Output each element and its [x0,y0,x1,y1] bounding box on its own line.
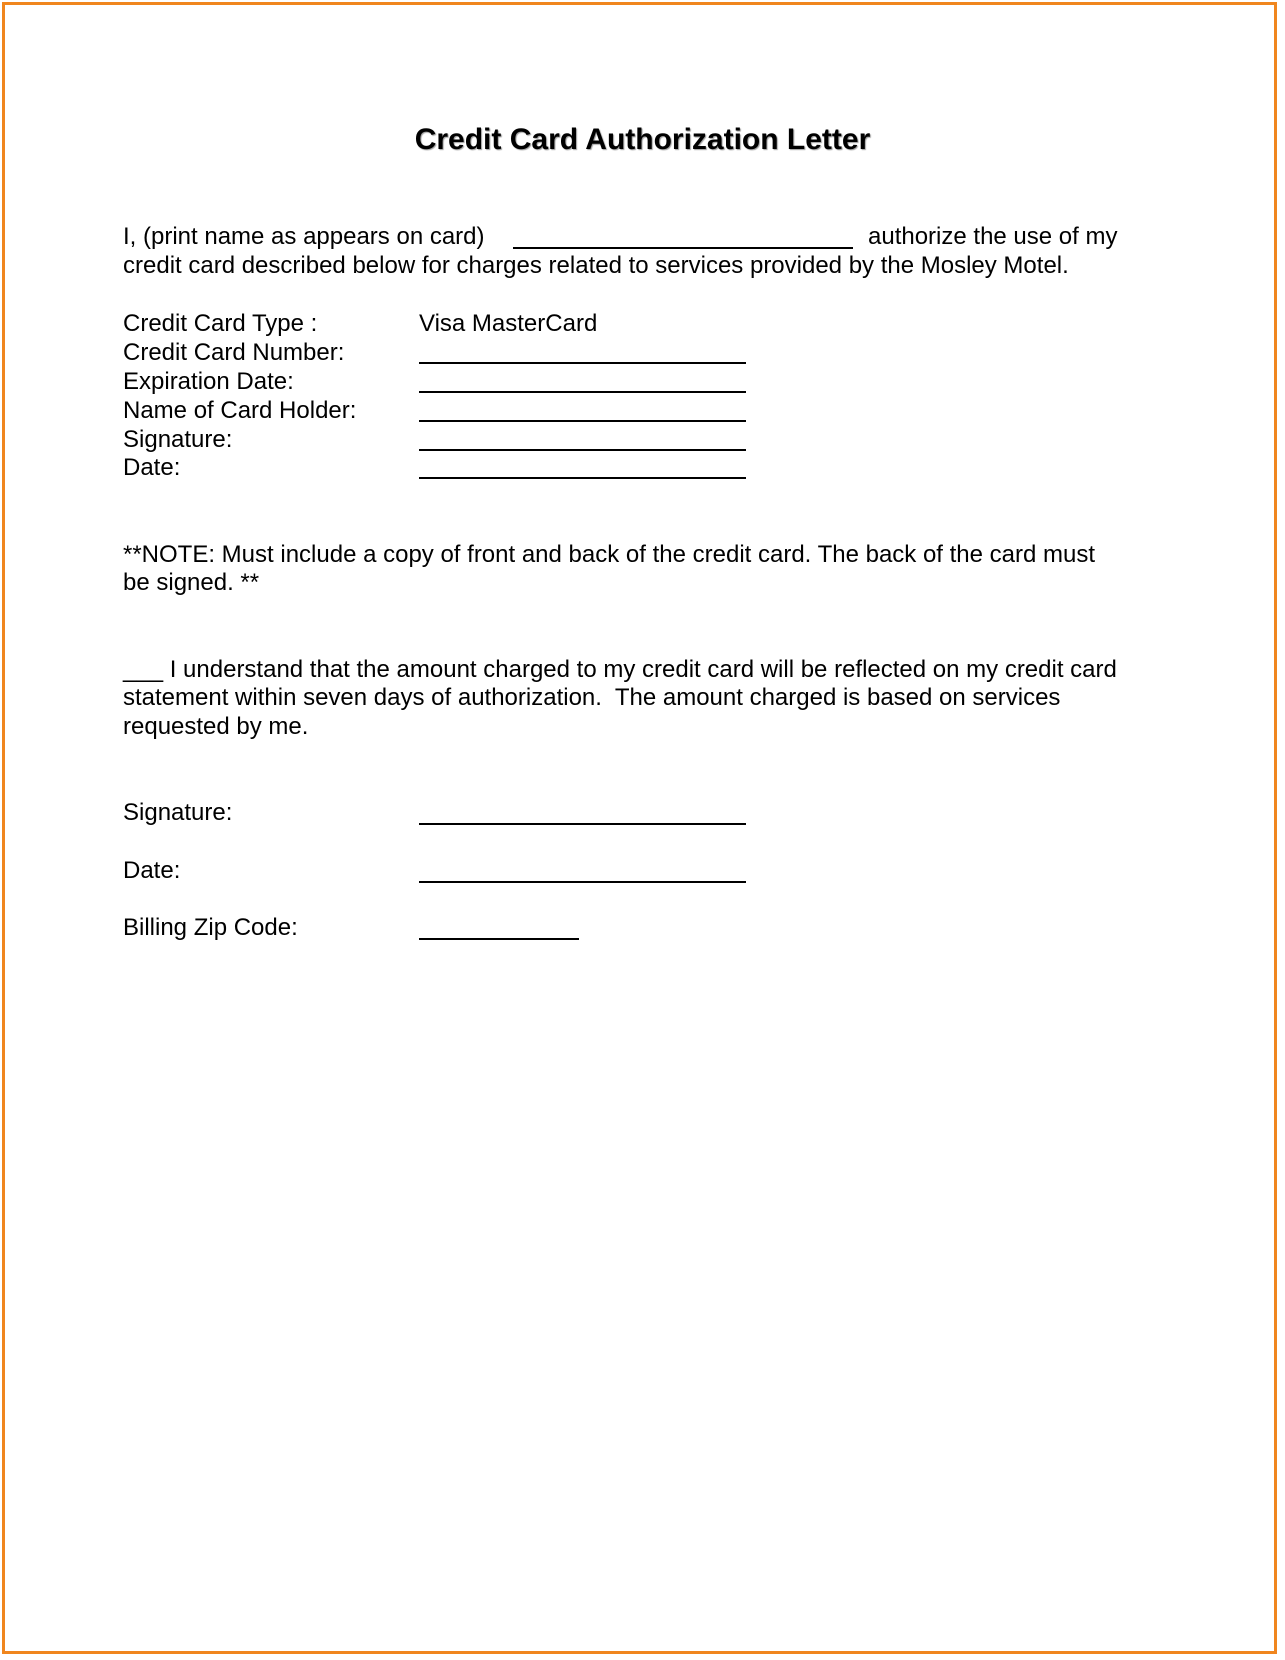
note-line-1: **NOTE: Must include a copy of front and back of the credit card. The back of the card must [123,541,1096,568]
billing-zip-label: Billing Zip Code: [123,914,298,941]
card-type-label: Credit Card Type : [123,310,318,337]
understand-line-1: ___ I understand that the amount charged to my credit card will be reflected on my credit card [123,656,1117,683]
expiration-date-field[interactable] [419,391,746,393]
card-signature-field[interactable] [419,449,746,451]
date-label: Date: [123,857,181,884]
intro-suffix: authorize the use of my [868,223,1118,250]
signature-field[interactable] [419,823,746,825]
understand-line-2: statement within seven days of authorization. The amount charged is based on services [123,684,1061,711]
note-line-2: be signed. ** [123,569,260,596]
print-name-field[interactable] [513,247,853,249]
card-date-field[interactable] [419,477,746,479]
page-title: Credit Card Authorization Letter [414,123,871,156]
intro-line-2: credit card described below for charges related to services provided by the Mosley Motel. [123,252,1069,279]
card-number-label: Credit Card Number: [123,339,345,366]
card-holder-label: Name of Card Holder: [123,397,357,424]
expiration-date-label: Expiration Date: [123,368,294,395]
card-holder-field[interactable] [419,420,746,422]
signature-label: Signature: [123,799,233,826]
intro-prefix: I, (print name as appears on card) [123,223,485,250]
card-type-value: Visa MasterCard [419,310,598,337]
card-date-label: Date: [123,454,181,481]
date-field[interactable] [419,881,746,883]
card-signature-label: Signature: [123,426,233,453]
card-number-field[interactable] [419,362,746,364]
billing-zip-field[interactable] [419,938,579,940]
understand-line-3: requested by me. [123,713,309,740]
